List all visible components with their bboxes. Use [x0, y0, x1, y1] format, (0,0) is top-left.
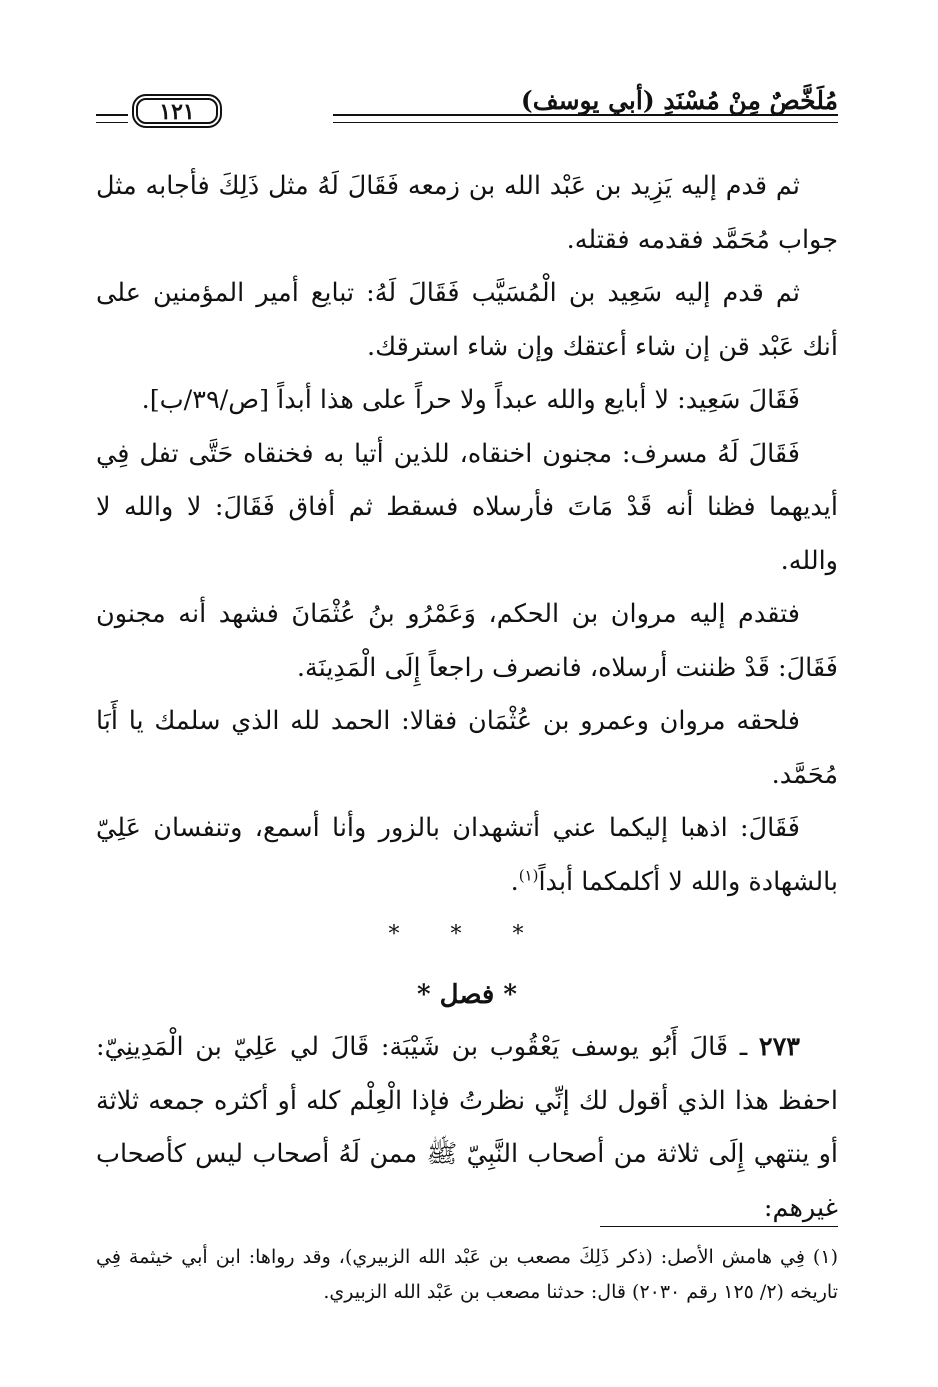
page-number: ١٢١ — [136, 98, 218, 124]
paragraph-with-footnote — [96, 802, 838, 909]
paragraph: فلحقه مروان وعمرو بن عُثْمَان فقالا: الحمد لله الذي سلمك يا أَبَا مُحَمَّد. — [96, 706, 838, 790]
footnote — [96, 1240, 838, 1310]
hadith-number: ٢٧٣ — [758, 1032, 800, 1062]
header-rule-left — [96, 114, 128, 123]
section-heading: * فصل * — [417, 980, 517, 1010]
running-title: مُلَخَّصٌ مِنْ مُسْنَدِ (أبي يوسف) — [520, 86, 838, 115]
page-number-frame — [132, 94, 222, 128]
footnote-reference[interactable]: (١) — [518, 866, 539, 884]
paragraph: فَقَالَ سَعِيد: لا أبايع والله عبداً ولا حراً على هذا أبداً [ص/٣٩/ب]. — [141, 385, 800, 415]
paragraph: ثم قدم إليه سَعِيد بن الْمُسَيَّب فَقَالَ لَهُ: تبايع أمير المؤمنين على أنك عَبْد قن إن شاء أعتقك وإن شاء استرقك. — [96, 278, 838, 362]
page-header — [96, 84, 838, 132]
paragraph: فتقدم إليه مروان بن الحكم، وَعَمْرُو بنُ عُثْمَانَ فشهد أنه مجنون فَقَالَ: قَدْ ظننت أرسلاه، فانصرف راجعاً إِلَى الْمَدِينَة. — [96, 599, 838, 683]
section-separator: * * * — [388, 922, 546, 947]
paragraph-text: فَقَالَ: اذهبا إليكما عني أتشهدان بالزور وأنا أسمع، وتنفسان عَلِيّ بالشهادة والله لا أكلمكما أبداً — [96, 813, 838, 897]
header-rule-right — [333, 114, 838, 123]
footnote-divider — [600, 1226, 838, 1227]
hadith-paragraph — [96, 1021, 838, 1235]
paragraph-end: . — [510, 866, 519, 897]
paragraph: فَقَالَ لَهُ مسرف: مجنون اخنقاه، للذين أتيا به فخنقاه حَتَّى تفل فِي أيديهما فظنا أنه قَدْ مَاتَ فأرسلاه فسقط ثم أفاق فَقَالَ: لا والله لا والله. — [96, 438, 838, 576]
paragraph: ثم قدم إليه يَزِيد بن عَبْد الله بن زمعه فَقَالَ لَهُ مثل ذَلِكَ فأجابه مثل جواب مُحَمَّد فقدمه فقتله. — [96, 171, 838, 255]
footnote-text: (١) فِي هامش الأصل: (ذكر ذَلِكَ مصعب بن عَبْد الله الزبيري)، وقد رواها: ابن أبي خيثمة فِي تاريخه (٢/ ١٢٥ رقم ٢٠٣٠) قال: حدثنا مصعب بن عَبْد الله الزبيري. — [96, 1246, 838, 1303]
hadith-text: ـ قَالَ أَبُو يوسف يَعْقُوب بن شَيْبَة: قَالَ لي عَلِيّ بن الْمَدِينِيّ: احفظ هذا الذي أقول لك إنِّي نظرتُ فإذا الْعِلْم كله أو أكثره جمعه ثلاثة أو ينتهي إِلَى ثلاثة من أصحاب النَّبِيّ ﷺ ممن لَهُ أصحاب ليس كأصحاب غيرهم: — [96, 1032, 838, 1223]
main-text — [96, 160, 838, 1235]
